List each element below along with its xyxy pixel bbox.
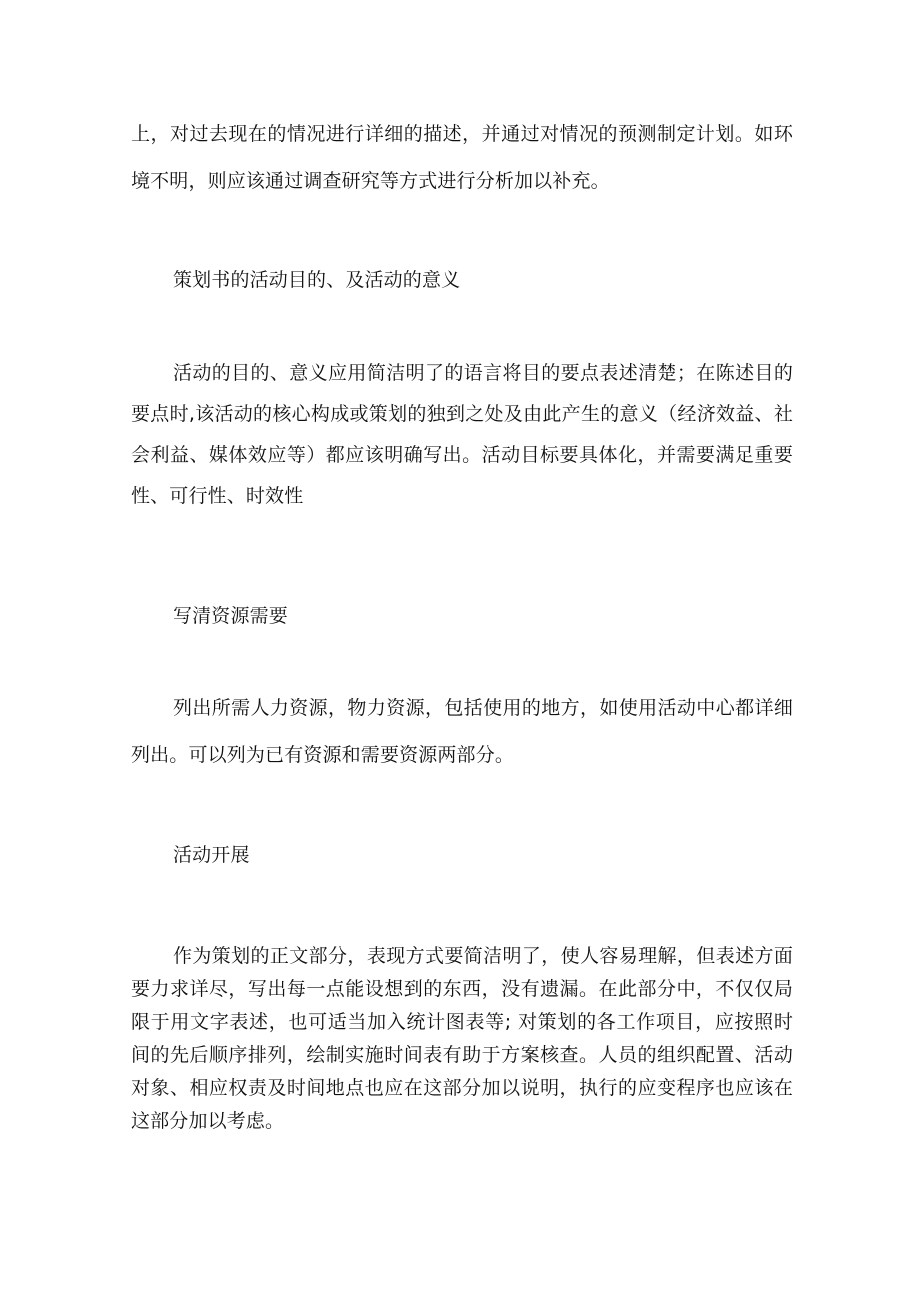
paragraph-resource-needs: 列出所需人力资源，物力资源，包括使用的地方，如使用活动中心都详细列出。可以列为已有资源和需要资源两部分。	[131, 697, 793, 766]
paragraph-activity-purpose: 活动的目的、意义应用简洁明了的语言将目的要点表述清楚；在陈述目的要点时,该活动的核心构成或策划的独到之处及由此产生的意义（经济效益、社会利益、媒体效应等）都应该明确写出。活动目标要具体化，并需要满足重要性、可行性、时效性	[131, 362, 793, 507]
heading-activity-purpose: 策划书的活动目的、及活动的意义	[173, 269, 461, 291]
heading-resource-needs: 写清资源需要	[173, 605, 288, 627]
paragraph-environment-analysis: 上，对过去现在的情况进行详细的描述，并通过对情况的预测制定计划。如环境不明，则应该通过调查研究等方式进行分析加以补充。	[131, 123, 793, 192]
paragraph-activity-execution: 作为策划的正文部分，表现方式要简洁明了，使人容易理解，但表述方面要力求详尽，写出每一点能设想到的东西，没有遗漏。在此部分中，不仅仅局限于用文字表述，也可适当加入统计图表等; 对策划的各工作项目，应按照时间的先后顺序排列，绘制实施时间表有助于方案核查。人员的组织配置、活动对象、相应权责及时间地点也应在这部分加以说明，执行的应变程序也应该在这部分加以考虑。	[131, 945, 793, 1132]
heading-activity-execution: 活动开展	[173, 844, 250, 866]
